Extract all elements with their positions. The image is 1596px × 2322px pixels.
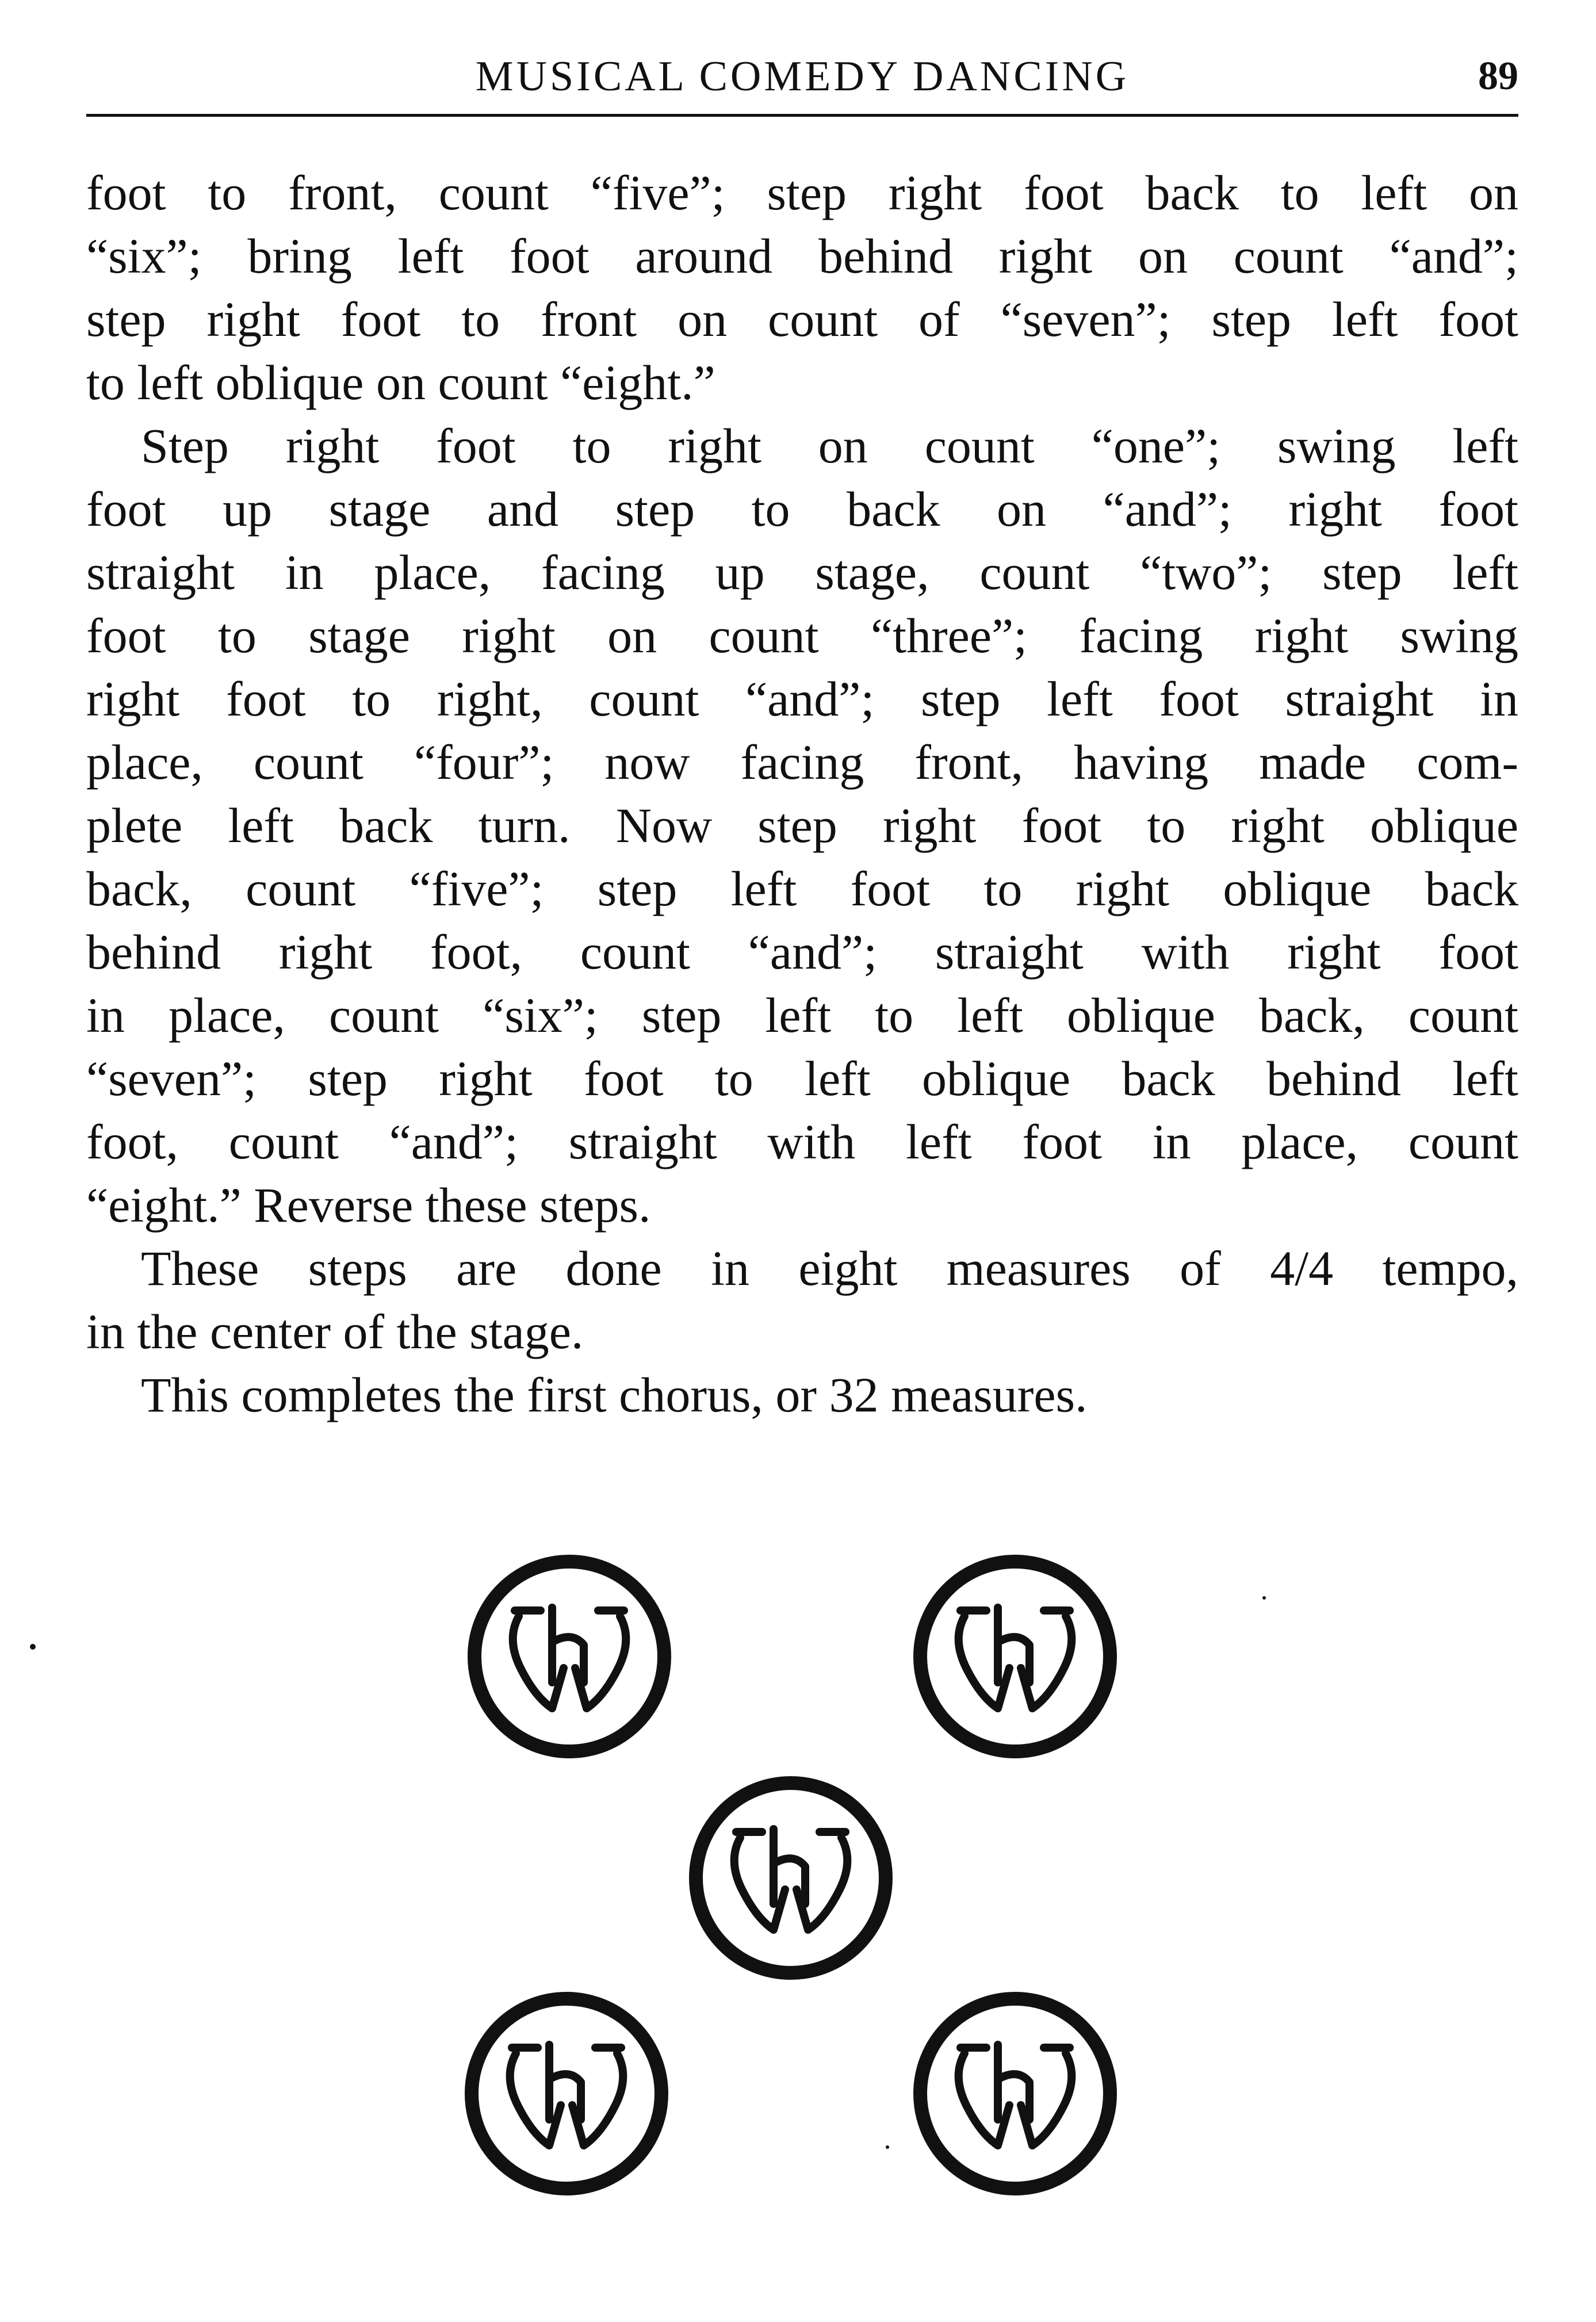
monogram-svg xyxy=(912,1990,1119,2197)
text-line: “six”; bring left foot around behind right on count “and”; xyxy=(86,228,1518,284)
text-line: in place, count “six”; step left to left oblique back, count xyxy=(86,988,1518,1043)
paragraph-1 xyxy=(86,161,1518,414)
text-line: foot up stage and step to back on “and”; right foot xyxy=(86,481,1518,537)
monogram-svg xyxy=(466,1553,673,1760)
ink-speck xyxy=(30,1644,36,1650)
paragraph-4 xyxy=(86,1363,1518,1426)
body-text xyxy=(86,161,1518,1426)
text-line: “eight.” Reverse these steps. xyxy=(86,1177,651,1233)
monogram-circle-icon xyxy=(912,1553,1119,1760)
ornament-group xyxy=(0,1553,1596,2243)
text-line: “seven”; step right foot to left oblique back behind left xyxy=(86,1051,1518,1106)
text-line: to left oblique on count “eight.” xyxy=(86,355,715,410)
text-line: in the center of the stage. xyxy=(86,1304,584,1359)
monogram-svg xyxy=(687,1774,894,1981)
monogram-circle-icon xyxy=(466,1553,673,1760)
monogram-circle-icon xyxy=(687,1774,894,1981)
text-line: step right foot to front on count of “seven”; step left foot xyxy=(86,292,1518,347)
header-rule xyxy=(86,114,1518,117)
paragraph-2 xyxy=(86,414,1518,1237)
monogram-svg xyxy=(912,1553,1119,1760)
text-line: foot to stage right on count “three”; facing right swing xyxy=(86,608,1518,663)
text-line: Step right foot to right on count “one”; swing left xyxy=(141,418,1518,473)
text-line: This completes the first chorus, or 32 measures. xyxy=(141,1367,1088,1422)
page-number: 89 xyxy=(1478,54,1518,98)
text-line: behind right foot, count “and”; straight with right foot xyxy=(86,924,1518,980)
text-line: place, count “four”; now facing front, having made com- xyxy=(86,735,1518,790)
monogram-svg xyxy=(463,1990,670,2197)
text-line: foot, count “and”; straight with left foot in place, count xyxy=(86,1114,1518,1169)
text-line: right foot to right, count “and”; step left foot straight in xyxy=(86,671,1518,726)
ink-speck xyxy=(886,2145,889,2149)
monogram-circle-icon xyxy=(912,1990,1119,2197)
monogram-circle-icon xyxy=(463,1990,670,2197)
running-title: MUSICAL COMEDY DANCING xyxy=(475,53,1130,100)
text-line: straight in place, facing up stage, count “two”; step left xyxy=(86,545,1518,600)
text-line: back, count “five”; step left foot to right oblique back xyxy=(86,861,1518,916)
text-line: foot to front, count “five”; step right foot back to left on xyxy=(86,165,1518,220)
running-head xyxy=(86,43,1518,101)
text-line: These steps are done in eight measures of 4/4 tempo, xyxy=(141,1241,1518,1296)
text-line: plete left back turn. Now step right foot to right oblique xyxy=(86,798,1518,853)
ink-speck xyxy=(1262,1596,1266,1600)
paragraph-3 xyxy=(86,1237,1518,1363)
